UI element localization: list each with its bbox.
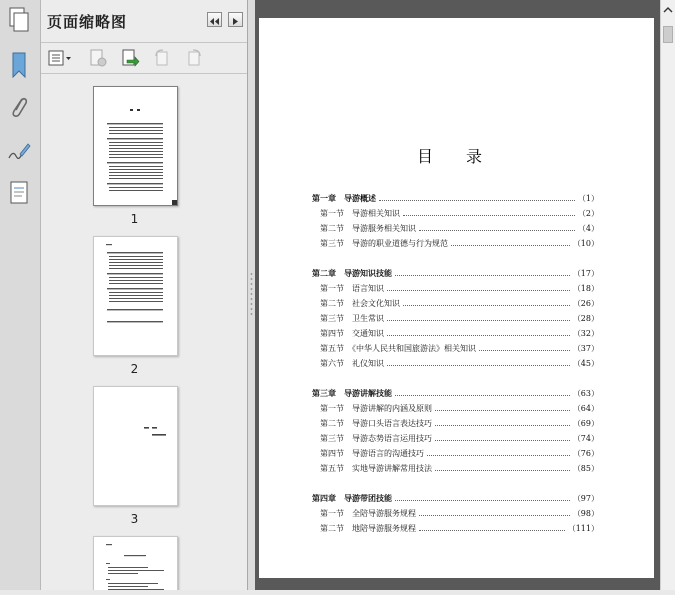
toc-page-number: （18） [572,283,599,293]
toc-page-number: （10） [572,238,599,248]
toc-page-number: （45） [572,358,599,368]
toc-entry-label: 第五节 《中华人民共和国旅游法》相关知识 [320,343,476,353]
toc-section-row[interactable] [312,206,599,220]
toc-leader-dots [451,245,570,246]
toc-section-row[interactable] [312,326,599,340]
scroll-up-arrow-icon[interactable] [661,2,675,16]
toc-section-row[interactable] [312,296,599,310]
toc-leader-dots [387,365,570,366]
toc-page-number: （1） [577,193,599,203]
toc-section-row[interactable] [312,341,599,355]
rotate-left-icon[interactable] [151,48,173,68]
toc-page-number: （111） [567,523,599,533]
toc-page-number: （69） [572,418,599,428]
thumbnail-label-1: 1 [130,212,139,226]
toc-entry-label: 第五节 实地导游讲解常用技法 [320,463,432,473]
paperclip-icon[interactable] [6,93,32,123]
toc-section-row[interactable] [312,446,599,460]
toc-chapter-row[interactable] [312,266,599,280]
toc-leader-dots [403,215,575,216]
toc-section-row[interactable] [312,401,599,415]
toc-leader-dots [479,350,570,351]
toc-leader-dots [403,305,570,306]
content-icon[interactable] [6,178,32,208]
toc-entry-label: 第四节 交通知识 [320,328,384,338]
toc-chapter-row[interactable] [312,491,599,505]
toc-leader-dots [379,200,575,201]
toc-page-number: （85） [572,463,599,473]
toc-entry-label: 第二节 导游服务相关知识 [320,223,416,233]
toc-page-number: （26） [572,298,599,308]
insert-pages-icon[interactable] [119,48,141,68]
document-scrollbar[interactable] [660,0,675,590]
toc-page-number: （98） [572,508,599,518]
toc-entry-label: 第六节 礼仪知识 [320,358,384,368]
toc-leader-dots [387,290,570,291]
toc-page-number: （76） [572,448,599,458]
scroll-thumb[interactable] [663,26,673,43]
toc-leader-dots [395,395,570,396]
toc-entry-label: 第四章 导游带团技能 [312,492,392,503]
thumbnail-label-2: 2 [130,362,139,376]
thumbnail-page-1[interactable] [93,86,178,206]
toc-section-row[interactable] [312,461,599,475]
navigation-pane-bar [0,0,41,590]
toc-entry-label: 第一节 全陪导游服务规程 [320,508,416,518]
thumbnail-list [45,75,228,590]
toc-page-number: （17） [572,268,599,278]
expand-panel-button[interactable] [228,12,243,27]
toc-chapter-row[interactable] [312,191,599,205]
toc-entry-label: 第三章 导游讲解技能 [312,387,392,398]
collapse-panel-button[interactable] [207,12,222,27]
toc-section-row[interactable] [312,221,599,235]
toc-entry-label: 第一节 语言知识 [320,283,384,293]
toc-entry-label: 第三节 导游态势语言运用技巧 [320,433,432,443]
toc-entry-label: 第一节 导游讲解的内涵及原则 [320,403,432,413]
thumbnail-toolbar [41,42,247,74]
toc-leader-dots [419,230,575,231]
toc-section-row[interactable] [312,356,599,370]
signature-icon[interactable] [6,136,32,166]
thumbnail-page-4[interactable] [93,536,178,590]
toc-page-number: （4） [577,223,599,233]
toc-page-number: （2） [577,208,599,218]
toc-leader-dots [395,500,570,501]
toc-entry-label: 第一章 导游概述 [312,192,376,203]
panel-splitter[interactable] [248,0,255,590]
toc-page-number: （32） [572,328,599,338]
thumbnail-page-2[interactable] [93,236,178,356]
toc-leader-dots [435,470,570,471]
toc-entry-label: 第四节 导游语言的沟通技巧 [320,448,424,458]
toc-section-row[interactable] [312,416,599,430]
thumbnail-label-3: 3 [130,512,139,526]
toc-page-number: （74） [572,433,599,443]
rotate-right-icon[interactable] [183,48,205,68]
toc-leader-dots [387,335,570,336]
toc-section-row[interactable] [312,281,599,295]
pages-panel-icon[interactable] [6,6,32,36]
toc-leader-dots [427,455,570,456]
toc-page-number: （97） [572,493,599,503]
toc-leader-dots [387,320,570,321]
toc-leader-dots [395,275,570,276]
toc-leader-dots [435,425,570,426]
thumbnail-page-3[interactable] [93,386,178,506]
toc-entry-label: 第二节 地陪导游服务规程 [320,523,416,533]
bookmark-icon[interactable] [6,50,32,80]
toc-page-number: （37） [572,343,599,353]
toc-entry-label: 第二节 社会文化知识 [320,298,400,308]
delete-pages-icon[interactable] [87,48,109,68]
toc-leader-dots [419,530,565,531]
toc-entry-label: 第一节 导游相关知识 [320,208,400,218]
toc-entry-label: 第二章 导游知识技能 [312,267,392,278]
toc-title: 目 录 [416,147,497,166]
toc-page-number: （28） [572,313,599,323]
toc-section-row[interactable] [312,506,599,520]
toc-chapter-row[interactable] [312,386,599,400]
toc-section-row[interactable] [312,431,599,445]
toc-leader-dots [435,440,570,441]
toc-leader-dots [419,515,570,516]
toc-section-row[interactable] [312,521,599,535]
toc-section-row[interactable] [312,236,599,250]
document-view [255,0,660,590]
document-page [259,18,654,578]
page-thumbnails-panel [41,0,248,590]
toc-leader-dots [435,410,570,411]
toc-entry-label: 第三节 卫生常识 [320,313,384,323]
toc-section-row[interactable] [312,311,599,325]
panel-title: 页面缩略图 [47,13,128,31]
toc-entry-label: 第二节 导游口头语言表达技巧 [320,418,432,428]
toc-page-number: （64） [572,403,599,413]
toc-entry-label: 第三节 导游的职业道德与行为规范 [320,238,448,248]
toc-page-number: （63） [572,388,599,398]
options-menu-button[interactable] [47,48,73,68]
